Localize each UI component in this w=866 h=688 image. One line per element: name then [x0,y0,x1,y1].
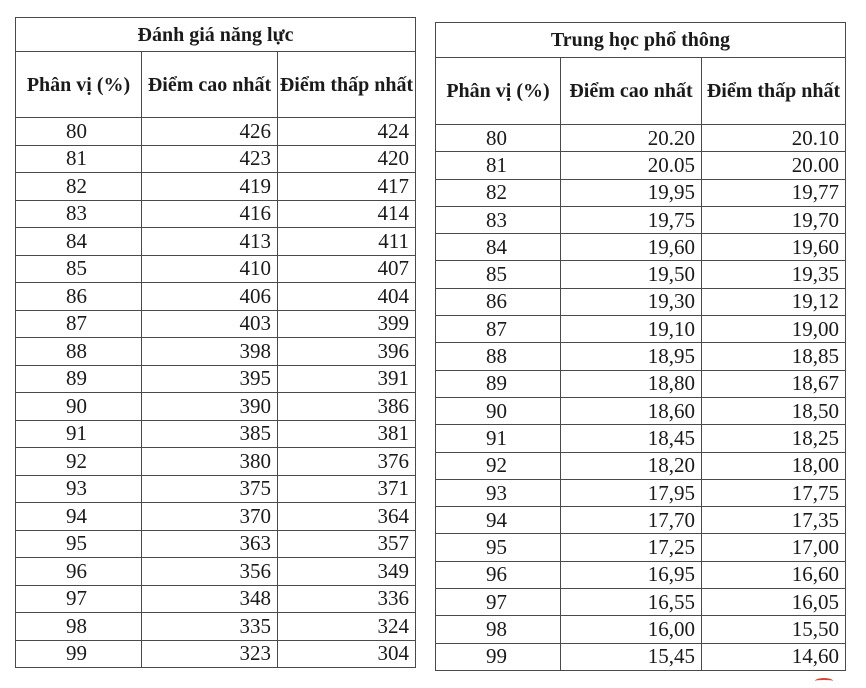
percentile-cell: 99 [16,640,142,668]
max-score-cell: 17,70 [561,507,702,534]
max-score-cell: 18,20 [561,452,702,479]
percentile-cell: 84 [436,234,561,261]
min-score-cell: 424 [278,118,416,146]
percentile-cell: 98 [16,613,142,641]
min-score-cell: 304 [278,640,416,668]
percentile-cell: 80 [436,125,561,152]
max-score-cell: 18,80 [561,370,702,397]
table-row [16,145,416,173]
max-score-cell: 348 [142,585,278,613]
table-row [436,206,846,233]
min-score-cell: 19,70 [702,206,846,233]
percentile-cell: 83 [16,200,142,228]
table-row [436,316,846,343]
max-score-cell: 406 [142,283,278,311]
max-score-cell: 19,60 [561,234,702,261]
max-score-cell: 410 [142,255,278,283]
max-score-cell: 16,95 [561,561,702,588]
percentile-cell: 80 [16,118,142,146]
percentile-cell: 94 [436,507,561,534]
min-score-cell: 391 [278,365,416,393]
percentile-cell: 93 [436,479,561,506]
percentile-cell: 92 [436,452,561,479]
percentile-cell: 87 [16,310,142,338]
max-score-cell: 17,25 [561,534,702,561]
thpt-table-body [436,125,846,671]
max-score-cell: 363 [142,530,278,558]
max-score-cell: 20.20 [561,125,702,152]
table-row [16,613,416,641]
max-score-cell: 398 [142,338,278,366]
table-row [436,479,846,506]
min-score-cell: 364 [278,503,416,531]
dgnl-header-percentile: Phân vị (%) [16,52,142,118]
table-row [16,475,416,503]
table-row [436,561,846,588]
table-row [436,589,846,616]
percentile-cell: 82 [16,173,142,201]
table-row [436,234,846,261]
table-row [16,283,416,311]
max-score-cell: 18,45 [561,425,702,452]
min-score-cell: 20.00 [702,152,846,179]
percentile-cell: 85 [16,255,142,283]
min-score-cell: 16,05 [702,589,846,616]
table-row [436,534,846,561]
min-score-cell: 19,35 [702,261,846,288]
min-score-cell: 396 [278,338,416,366]
percentile-cell: 95 [436,534,561,561]
table-row [16,228,416,256]
dgnl-table-body [16,118,416,668]
max-score-cell: 20.05 [561,152,702,179]
min-score-cell: 19,77 [702,179,846,206]
min-score-cell: 17,00 [702,534,846,561]
table-row [436,370,846,397]
min-score-cell: 18,67 [702,370,846,397]
max-score-cell: 385 [142,420,278,448]
max-score-cell: 423 [142,145,278,173]
table-row [16,200,416,228]
dgnl-table-title: Đánh giá năng lực [16,18,416,52]
table-row [16,393,416,421]
table-row [436,643,846,670]
table-row [436,343,846,370]
red-pen-mark [815,678,833,684]
thpt-header-max: Điểm cao nhất [561,58,702,125]
percentile-cell: 91 [16,420,142,448]
table-row [436,397,846,424]
max-score-cell: 19,95 [561,179,702,206]
max-score-cell: 18,60 [561,397,702,424]
dgnl-header-max: Điểm cao nhất [142,52,278,118]
percentile-cell: 97 [436,589,561,616]
min-score-cell: 411 [278,228,416,256]
min-score-cell: 18,50 [702,397,846,424]
min-score-cell: 18,00 [702,452,846,479]
percentile-cell: 96 [436,561,561,588]
min-score-cell: 15,50 [702,616,846,643]
percentile-cell: 88 [436,343,561,370]
percentile-cell: 84 [16,228,142,256]
table-row [16,365,416,393]
table-row [16,420,416,448]
table-row [16,338,416,366]
table-row [16,255,416,283]
max-score-cell: 416 [142,200,278,228]
min-score-cell: 19,60 [702,234,846,261]
min-score-cell: 16,60 [702,561,846,588]
max-score-cell: 335 [142,613,278,641]
max-score-cell: 16,00 [561,616,702,643]
max-score-cell: 18,95 [561,343,702,370]
percentile-cell: 83 [436,206,561,233]
max-score-cell: 403 [142,310,278,338]
table-row [16,530,416,558]
max-score-cell: 16,55 [561,589,702,616]
percentile-cell: 81 [16,145,142,173]
thpt-header-percentile: Phân vị (%) [436,58,561,125]
table-row [436,179,846,206]
table-row [436,125,846,152]
min-score-cell: 336 [278,585,416,613]
min-score-cell: 420 [278,145,416,173]
table-row [16,118,416,146]
percentile-cell: 88 [16,338,142,366]
percentile-cell: 93 [16,475,142,503]
min-score-cell: 17,35 [702,507,846,534]
max-score-cell: 15,45 [561,643,702,670]
dgnl-header-min: Điểm thấp nhất [278,52,416,118]
percentile-cell: 99 [436,643,561,670]
min-score-cell: 18,85 [702,343,846,370]
percentile-cell: 86 [16,283,142,311]
percentile-cell: 90 [436,397,561,424]
max-score-cell: 395 [142,365,278,393]
table-row [436,507,846,534]
percentile-cell: 98 [436,616,561,643]
percentile-cell: 97 [16,585,142,613]
table-row [436,152,846,179]
percentile-cell: 90 [16,393,142,421]
min-score-cell: 404 [278,283,416,311]
min-score-cell: 19,12 [702,288,846,315]
max-score-cell: 375 [142,475,278,503]
min-score-cell: 414 [278,200,416,228]
max-score-cell: 413 [142,228,278,256]
max-score-cell: 17,95 [561,479,702,506]
thpt-header-min: Điểm thấp nhất [702,58,846,125]
min-score-cell: 357 [278,530,416,558]
table-row [16,173,416,201]
percentile-cell: 87 [436,316,561,343]
min-score-cell: 19,00 [702,316,846,343]
percentile-cell: 89 [436,370,561,397]
min-score-cell: 371 [278,475,416,503]
thpt-table-title: Trung học phổ thông [436,23,846,58]
min-score-cell: 407 [278,255,416,283]
min-score-cell: 349 [278,558,416,586]
min-score-cell: 324 [278,613,416,641]
table-row [16,310,416,338]
table-row [436,452,846,479]
min-score-cell: 376 [278,448,416,476]
table-row [436,425,846,452]
min-score-cell: 381 [278,420,416,448]
max-score-cell: 19,10 [561,316,702,343]
table-row [436,288,846,315]
min-score-cell: 18,25 [702,425,846,452]
percentile-cell: 94 [16,503,142,531]
percentile-cell: 86 [436,288,561,315]
percentile-cell: 82 [436,179,561,206]
table-row [16,448,416,476]
max-score-cell: 370 [142,503,278,531]
min-score-cell: 20.10 [702,125,846,152]
min-score-cell: 399 [278,310,416,338]
percentile-cell: 81 [436,152,561,179]
max-score-cell: 19,75 [561,206,702,233]
min-score-cell: 14,60 [702,643,846,670]
table-row [16,640,416,668]
percentile-cell: 91 [436,425,561,452]
table-row [16,585,416,613]
table-row [436,616,846,643]
max-score-cell: 380 [142,448,278,476]
max-score-cell: 419 [142,173,278,201]
table-row [436,261,846,288]
percentile-cell: 85 [436,261,561,288]
percentile-cell: 89 [16,365,142,393]
max-score-cell: 19,50 [561,261,702,288]
max-score-cell: 323 [142,640,278,668]
percentile-cell: 96 [16,558,142,586]
max-score-cell: 426 [142,118,278,146]
table-row [16,503,416,531]
thpt-table [435,22,846,671]
percentile-cell: 95 [16,530,142,558]
min-score-cell: 417 [278,173,416,201]
min-score-cell: 386 [278,393,416,421]
percentile-cell: 92 [16,448,142,476]
max-score-cell: 390 [142,393,278,421]
table-row [16,558,416,586]
min-score-cell: 17,75 [702,479,846,506]
dgnl-table [15,17,416,668]
max-score-cell: 356 [142,558,278,586]
max-score-cell: 19,30 [561,288,702,315]
